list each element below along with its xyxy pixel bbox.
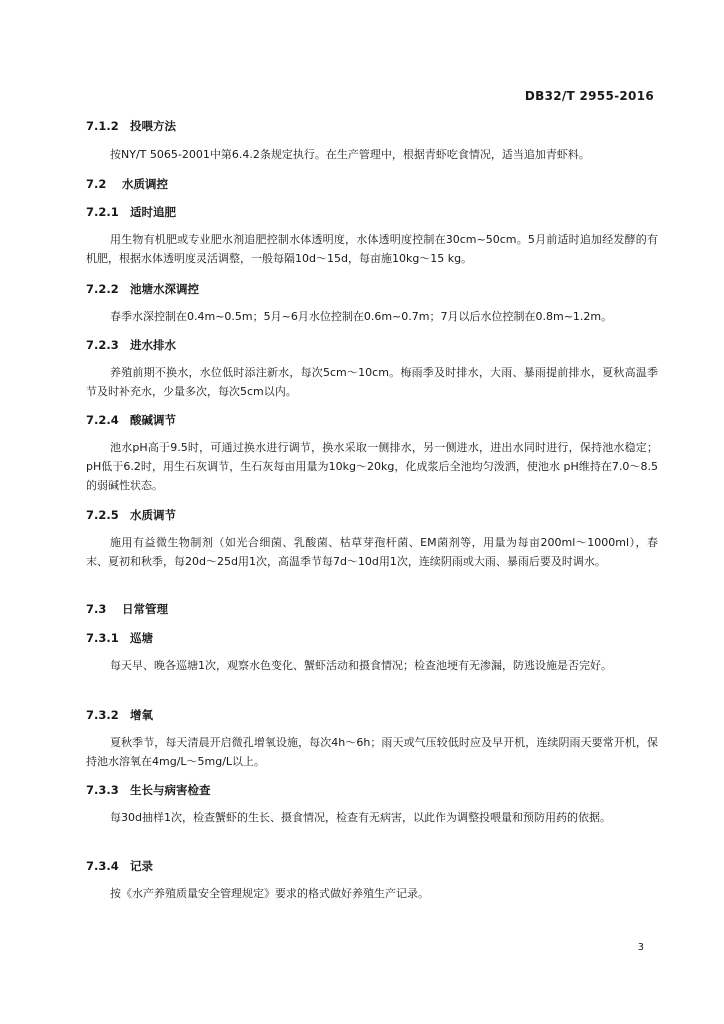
section-paragraph: 养殖前期不换水，水位低时添注新水，每次5cm～10cm。梅雨季及时排水，大雨、暴雨提前排水，夏秋高温季节及时补充水，少量多次，每次5cm以内。 <box>86 366 658 398</box>
section-heading: 7.2 水质调控 <box>86 177 168 191</box>
section-heading: 7.1.2 投喂方法 <box>86 119 176 133</box>
section-heading: 7.2.5 水质调节 <box>86 508 176 522</box>
section-paragraph: 每天早、晚各巡塘1次，观察水色变化、蟹虾活动和摄食情况；检查池埂有无渗漏，防逃设施是否完好。 <box>110 659 612 672</box>
section-7-1-2 <box>86 118 176 134</box>
section-paragraph: 春季水深控制在0.4m~0.5m；5月~6月水位控制在0.6m~0.7m；7月以后水位控制在0.8m~1.2m。 <box>110 310 613 323</box>
section-heading: 7.2.2 池塘水深调控 <box>86 282 199 296</box>
section-heading: 7.3.4 记录 <box>86 859 153 873</box>
section-paragraph: 按NY/T 5065-2001中第6.4.2条规定执行。在生产管理中，根据青虾吃食情况，适当追加青虾料。 <box>110 148 590 161</box>
section-paragraph: 每30d抽样1次，检查蟹虾的生长、摄食情况，检查有无病害，以此作为调整投喂量和预防用药的依据。 <box>110 811 611 824</box>
section-heading: 7.2.3 进水排水 <box>86 338 176 352</box>
section-heading: 7.3.1 巡塘 <box>86 631 153 645</box>
section-heading: 7.3.2 增氧 <box>86 708 153 722</box>
page-number: 3 <box>637 942 644 953</box>
standard-code: DB32/T 2955-2016 <box>524 89 654 103</box>
section-paragraph: 按《水产养殖质量安全管理规定》要求的格式做好养殖生产记录。 <box>110 887 429 900</box>
section-heading: 7.3.3 生长与病害检查 <box>86 783 211 797</box>
section-paragraph: 施用有益微生物制剂（如光合细菌、乳酸菌、枯草芽孢杆菌、EM菌剂等，用量为每亩200ml～1000ml），春末、夏初和秋季，每20d～25d用1次，高温季节每7d～10d用1次，连续阴雨或大雨、暴雨后要及时调水。 <box>86 536 658 568</box>
section-heading: 7.3 日常管理 <box>86 602 168 616</box>
section-paragraph: 用生物有机肥或专业肥水剂追肥控制水体透明度，水体透明度控制在30cm~50cm。5月前适时追加经发酵的有机肥，根据水体透明度灵活调整，一般每隔10d～15d，每亩施10kg～15 kg。 <box>86 233 658 265</box>
section-paragraph: 夏秋季节，每天清晨开启微孔增氧设施，每次4h～6h；雨天或气压较低时应及早开机，连续阴雨天要常开机，保持池水溶氧在4mg/L～5mg/L以上。 <box>86 736 658 768</box>
section-heading: 7.2.1 适时追肥 <box>86 205 176 219</box>
section-paragraph: 池水pH高于9.5时，可通过换水进行调节，换水采取一侧排水，另一侧进水，进出水同时进行，保持池水稳定； pH低于6.2时，用生石灰调节，生石灰每亩用量为10kg～20kg，化成浆后全池均匀泼洒，使池水 pH维持在7.0～8.5的弱碱性状态。 <box>86 441 658 492</box>
section-heading: 7.2.4 酸碱调节 <box>86 413 176 427</box>
